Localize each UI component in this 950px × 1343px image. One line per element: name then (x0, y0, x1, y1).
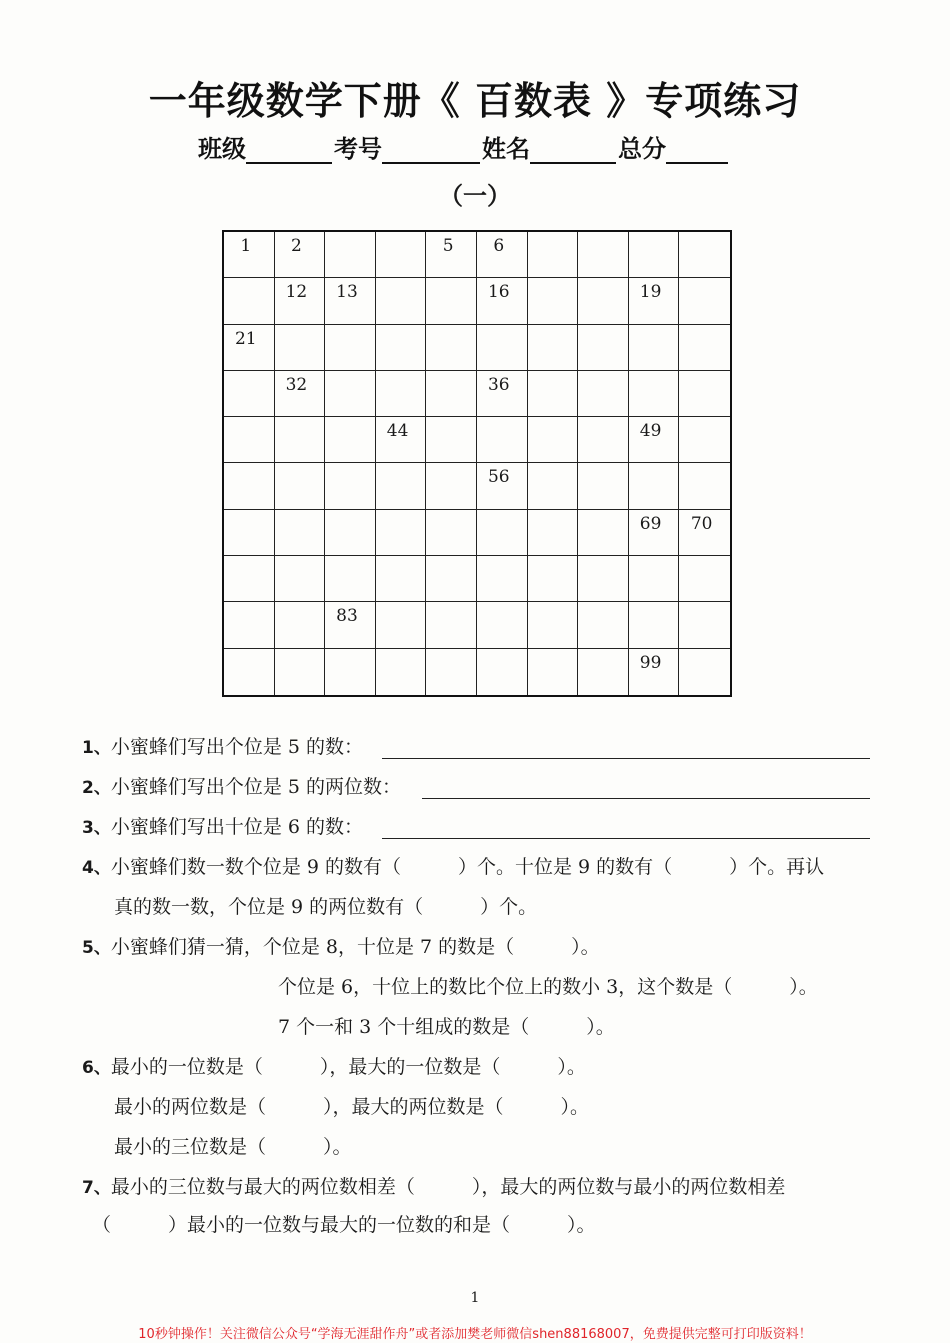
table-cell[interactable] (477, 510, 528, 556)
score-label: 总分 (618, 135, 666, 163)
question-1-number: 1、 (82, 738, 111, 758)
table-cell[interactable] (679, 649, 730, 695)
exam-number-label: 考号 (334, 135, 382, 163)
table-cell: 44 (376, 417, 427, 463)
table-cell[interactable] (629, 602, 680, 648)
question-5-number: 5、 (82, 938, 111, 958)
table-cell[interactable] (629, 325, 680, 371)
table-cell: 21 (224, 325, 275, 371)
table-cell: 2 (275, 232, 326, 278)
table-cell[interactable] (426, 278, 477, 324)
table-cell[interactable] (325, 232, 376, 278)
table-cell[interactable] (426, 463, 477, 509)
table-cell[interactable] (325, 325, 376, 371)
table-cell[interactable] (679, 556, 730, 602)
table-cell[interactable] (679, 278, 730, 324)
question-7-number: 7、 (82, 1178, 111, 1198)
table-cell[interactable] (578, 278, 629, 324)
table-cell: 13 (325, 278, 376, 324)
table-cell[interactable] (477, 417, 528, 463)
score-blank[interactable] (666, 136, 728, 164)
table-cell[interactable] (679, 325, 730, 371)
question-2-text: 小蜜蜂们写出个位是 5 的两位数： (110, 776, 402, 798)
question-1 (82, 732, 363, 759)
question-2-answer-line[interactable] (422, 798, 870, 799)
table-cell[interactable] (376, 278, 427, 324)
section-subtitle: （一） (439, 182, 511, 210)
table-cell[interactable] (578, 463, 629, 509)
table-cell[interactable] (629, 463, 680, 509)
table-cell[interactable] (325, 371, 376, 417)
table-cell[interactable] (376, 463, 427, 509)
table-cell[interactable] (275, 556, 326, 602)
table-cell[interactable] (426, 556, 477, 602)
question-4 (82, 852, 824, 879)
table-cell[interactable] (679, 602, 730, 648)
hundred-chart-table (222, 230, 732, 697)
table-cell[interactable] (325, 556, 376, 602)
question-6-line-1: 最小的一位数是（ ），最大的一位数是（ ）。 (110, 1056, 586, 1078)
table-cell[interactable] (679, 417, 730, 463)
question-3-number: 3、 (82, 818, 111, 838)
table-cell[interactable] (376, 232, 427, 278)
table-cell[interactable] (426, 371, 477, 417)
question-3 (82, 812, 363, 839)
question-4-number: 4、 (82, 858, 111, 878)
question-7 (82, 1172, 785, 1199)
table-cell[interactable] (578, 417, 629, 463)
table-cell: 19 (629, 278, 680, 324)
table-cell[interactable] (224, 649, 275, 695)
table-cell[interactable] (376, 602, 427, 648)
table-cell[interactable] (528, 371, 579, 417)
table-cell: 49 (629, 417, 680, 463)
name-blank[interactable] (530, 136, 616, 164)
table-cell: 70 (679, 510, 730, 556)
table-cell[interactable] (275, 649, 326, 695)
question-7-line-2: （ ）最小的一位数与最大的一位数的和是（ ）。 (92, 1214, 596, 1236)
table-cell[interactable] (224, 463, 275, 509)
table-cell[interactable] (426, 649, 477, 695)
question-6 (82, 1052, 586, 1079)
table-cell[interactable] (224, 510, 275, 556)
table-cell[interactable] (275, 602, 326, 648)
table-cell: 69 (629, 510, 680, 556)
table-cell[interactable] (224, 556, 275, 602)
table-cell[interactable] (426, 417, 477, 463)
table-cell: 5 (426, 232, 477, 278)
table-cell[interactable] (578, 510, 629, 556)
question-1-text: 小蜜蜂们写出个位是 5 的数： (110, 736, 364, 758)
question-7-line-1: 最小的三位数与最大的两位数相差（ ），最大的两位数与最小的两位数相差 (110, 1176, 786, 1198)
table-cell: 16 (477, 278, 528, 324)
question-6-line-2: 最小的两位数是（ ），最大的两位数是（ ）。 (114, 1096, 590, 1118)
table-cell[interactable] (578, 649, 629, 695)
table-cell[interactable] (275, 325, 326, 371)
table-cell[interactable] (376, 371, 427, 417)
table-cell[interactable] (578, 556, 629, 602)
table-cell[interactable] (477, 602, 528, 648)
table-cell: 32 (275, 371, 326, 417)
table-cell[interactable] (275, 463, 326, 509)
table-cell[interactable] (528, 278, 579, 324)
table-cell[interactable] (528, 649, 579, 695)
table-cell[interactable] (376, 556, 427, 602)
question-5-line-2: 个位是 6，十位上的数比个位上的数小 3，这个数是（ ）。 (278, 976, 818, 998)
question-5 (82, 932, 600, 959)
table-cell[interactable] (376, 649, 427, 695)
table-cell[interactable] (426, 510, 477, 556)
question-5-line-1: 小蜜蜂们猜一猜，个位是 8，十位是 7 的数是（ ）。 (110, 936, 600, 958)
table-cell[interactable] (224, 417, 275, 463)
table-cell[interactable] (578, 602, 629, 648)
table-cell[interactable] (679, 232, 730, 278)
table-cell: 6 (477, 232, 528, 278)
question-2 (82, 772, 401, 799)
table-cell[interactable] (224, 278, 275, 324)
table-cell: 36 (477, 371, 528, 417)
table-cell: 12 (275, 278, 326, 324)
table-cell[interactable] (376, 510, 427, 556)
table-cell[interactable] (477, 325, 528, 371)
table-cell[interactable] (325, 649, 376, 695)
table-cell: 1 (224, 232, 275, 278)
table-cell[interactable] (629, 371, 680, 417)
table-cell[interactable] (629, 556, 680, 602)
question-6-number: 6、 (82, 1058, 111, 1078)
table-cell[interactable] (325, 417, 376, 463)
table-cell[interactable] (426, 325, 477, 371)
question-3-text: 小蜜蜂们写出十位是 6 的数： (110, 816, 364, 838)
page-number: 1 (470, 1290, 480, 1306)
question-2-number: 2、 (82, 778, 111, 798)
table-cell[interactable] (325, 510, 376, 556)
table-cell[interactable] (477, 556, 528, 602)
table-cell: 83 (325, 602, 376, 648)
worksheet-title: 一年级数学下册《 百数表 》专项练习 (148, 79, 802, 123)
table-cell[interactable] (528, 463, 579, 509)
question-5-line-3: 7 个一和 3 个十组成的数是（ ）。 (278, 1016, 615, 1038)
table-cell[interactable] (528, 417, 579, 463)
table-cell[interactable] (578, 325, 629, 371)
question-6-line-3: 最小的三位数是（ ）。 (114, 1136, 352, 1158)
table-cell[interactable] (426, 602, 477, 648)
class-blank[interactable] (246, 136, 332, 164)
table-cell[interactable] (528, 602, 579, 648)
student-info-row (198, 130, 730, 164)
name-label: 姓名 (482, 135, 530, 163)
table-cell[interactable] (376, 325, 427, 371)
table-cell[interactable] (679, 371, 730, 417)
table-cell[interactable] (275, 417, 326, 463)
class-label: 班级 (198, 135, 246, 163)
table-cell[interactable] (224, 602, 275, 648)
footer-promo-text: 10秒钟操作！关注微信公众号“学海无涯甜作舟”或者添加樊老师微信shen88168007，免费提供完整可打印版资料！ (138, 1327, 812, 1342)
table-cell[interactable] (528, 510, 579, 556)
table-cell[interactable] (578, 371, 629, 417)
table-cell[interactable] (679, 463, 730, 509)
table-cell[interactable] (629, 232, 680, 278)
table-cell[interactable] (528, 232, 579, 278)
table-cell: 99 (629, 649, 680, 695)
table-cell[interactable] (275, 510, 326, 556)
question-3-answer-line[interactable] (382, 838, 870, 839)
table-cell[interactable] (528, 556, 579, 602)
table-cell[interactable] (578, 232, 629, 278)
table-cell[interactable] (224, 371, 275, 417)
table-cell[interactable] (528, 325, 579, 371)
table-cell: 56 (477, 463, 528, 509)
exam-number-blank[interactable] (382, 136, 480, 164)
table-cell[interactable] (325, 463, 376, 509)
table-cell[interactable] (477, 649, 528, 695)
question-4-line-1: 小蜜蜂们数一数个位是 9 的数有（ ）个。十位是 9 的数有（ ）个。再认 (110, 856, 825, 878)
question-4-cont: 真的数一数，个位是 9 的两位数有（ ）个。 (114, 896, 538, 918)
question-1-answer-line[interactable] (382, 758, 870, 759)
